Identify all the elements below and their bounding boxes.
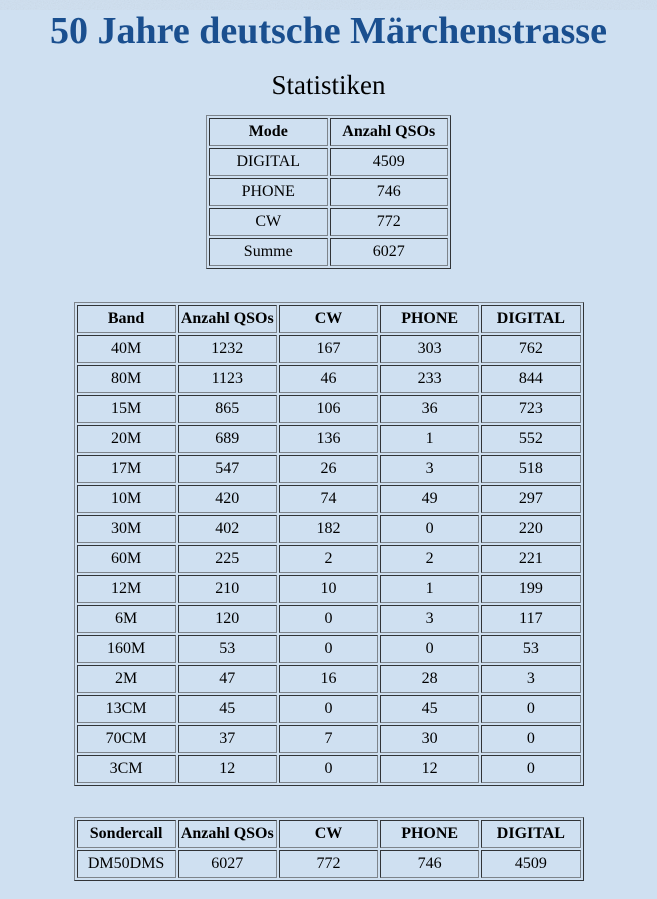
table-cell: 2M (77, 665, 176, 693)
table-row (77, 665, 581, 693)
column-header: PHONE (380, 820, 479, 848)
table-cell: 36 (380, 395, 479, 423)
section-title: Statistiken (0, 71, 657, 101)
column-header: CW (279, 820, 378, 848)
column-header: Band (77, 305, 176, 333)
table-cell: 2 (380, 545, 479, 573)
table-cell: 17M (77, 455, 176, 483)
table-cell: 167 (279, 335, 378, 363)
table-cell: 20M (77, 425, 176, 453)
table-cell: 0 (279, 635, 378, 663)
column-header: Anzahl QSOs (178, 305, 277, 333)
table-cell: 15M (77, 395, 176, 423)
column-header: Sondercall (77, 820, 176, 848)
table-cell: 117 (481, 605, 580, 633)
table-row (77, 725, 581, 753)
table-cell: 40M (77, 335, 176, 363)
table-row (77, 515, 581, 543)
table-row (209, 238, 448, 266)
table-cell: 0 (481, 725, 580, 753)
table-cell: 420 (178, 485, 277, 513)
table-cell: 0 (279, 695, 378, 723)
table-cell: 3 (380, 455, 479, 483)
table-row (77, 575, 581, 603)
table-row (77, 695, 581, 723)
table-cell: 12M (77, 575, 176, 603)
table-cell: 746 (330, 178, 449, 206)
table-row (209, 208, 448, 236)
table-cell: 45 (178, 695, 277, 723)
table-cell: 80M (77, 365, 176, 393)
table-cell: DIGITAL (209, 148, 328, 176)
table-cell: 220 (481, 515, 580, 543)
table-row (77, 455, 581, 483)
table-cell: 772 (330, 208, 449, 236)
table-row (77, 395, 581, 423)
table-cell: 53 (178, 635, 277, 663)
table-cell: 16 (279, 665, 378, 693)
table-row (77, 485, 581, 513)
table-cell: CW (209, 208, 328, 236)
table-cell: Summe (209, 238, 328, 266)
table-cell: 1 (380, 425, 479, 453)
table-cell: 1 (380, 575, 479, 603)
table-row (77, 335, 581, 363)
table-cell: 221 (481, 545, 580, 573)
table-header-row (77, 820, 581, 848)
table-cell: 723 (481, 395, 580, 423)
table-cell: 844 (481, 365, 580, 393)
table-cell: 13CM (77, 695, 176, 723)
column-header: PHONE (380, 305, 479, 333)
table-cell: 0 (481, 755, 580, 783)
table-cell: 210 (178, 575, 277, 603)
table-header-row (77, 305, 581, 333)
table-cell: 762 (481, 335, 580, 363)
table-row (77, 545, 581, 573)
table-cell: 12 (380, 755, 479, 783)
table-cell: 3 (481, 665, 580, 693)
table-cell: 2 (279, 545, 378, 573)
sondercall-stats-table (74, 817, 584, 881)
table-cell: 6027 (330, 238, 449, 266)
table-row (77, 635, 581, 663)
table-cell: 0 (380, 515, 479, 543)
table-cell: 865 (178, 395, 277, 423)
table-cell: 46 (279, 365, 378, 393)
table-row (77, 850, 581, 878)
table-cell: 30 (380, 725, 479, 753)
mode-stats-table (206, 115, 451, 269)
table-cell: 28 (380, 665, 479, 693)
table-cell: 0 (279, 755, 378, 783)
table-cell: 772 (279, 850, 378, 878)
table-cell: 689 (178, 425, 277, 453)
column-header: DIGITAL (481, 820, 580, 848)
table-cell: DM50DMS (77, 850, 176, 878)
table-cell: 60M (77, 545, 176, 573)
column-header: DIGITAL (481, 305, 580, 333)
table-row (77, 605, 581, 633)
table-cell: 49 (380, 485, 479, 513)
table-cell: 4509 (330, 148, 449, 176)
table-cell: 10 (279, 575, 378, 603)
band-stats-table (74, 302, 584, 786)
table-cell: 136 (279, 425, 378, 453)
table-cell: 3 (380, 605, 479, 633)
table-row (77, 755, 581, 783)
table-cell: 160M (77, 635, 176, 663)
table-cell: 1232 (178, 335, 277, 363)
table-cell: 120 (178, 605, 277, 633)
table-cell: 0 (380, 635, 479, 663)
table-header-row (209, 118, 448, 146)
table-cell: 47 (178, 665, 277, 693)
column-header: Anzahl QSOs (178, 820, 277, 848)
table-cell: 12 (178, 755, 277, 783)
table-cell: 45 (380, 695, 479, 723)
table-cell: 297 (481, 485, 580, 513)
table-cell: 0 (279, 605, 378, 633)
table-cell: 233 (380, 365, 479, 393)
table-cell: 402 (178, 515, 277, 543)
table-cell: 6027 (178, 850, 277, 878)
table-cell: 518 (481, 455, 580, 483)
table-cell: 30M (77, 515, 176, 543)
column-header: CW (279, 305, 378, 333)
table-row (209, 178, 448, 206)
table-cell: 303 (380, 335, 479, 363)
table-cell: 7 (279, 725, 378, 753)
table-row (77, 425, 581, 453)
table-cell: 26 (279, 455, 378, 483)
table-cell: PHONE (209, 178, 328, 206)
table-cell: 70CM (77, 725, 176, 753)
table-cell: 10M (77, 485, 176, 513)
table-cell: 552 (481, 425, 580, 453)
table-row (77, 365, 581, 393)
table-cell: 3CM (77, 755, 176, 783)
table-cell: 182 (279, 515, 378, 543)
table-cell: 4509 (481, 850, 580, 878)
table-cell: 225 (178, 545, 277, 573)
table-row (209, 148, 448, 176)
table-cell: 37 (178, 725, 277, 753)
page-title: 50 Jahre deutsche Märchenstrasse (6, 10, 651, 54)
table-cell: 1123 (178, 365, 277, 393)
table-cell: 0 (481, 695, 580, 723)
table-cell: 199 (481, 575, 580, 603)
table-cell: 53 (481, 635, 580, 663)
table-cell: 547 (178, 455, 277, 483)
table-cell: 6M (77, 605, 176, 633)
column-header: Mode (209, 118, 328, 146)
column-header: Anzahl QSOs (330, 118, 449, 146)
table-cell: 74 (279, 485, 378, 513)
table-cell: 746 (380, 850, 479, 878)
table-cell: 106 (279, 395, 378, 423)
